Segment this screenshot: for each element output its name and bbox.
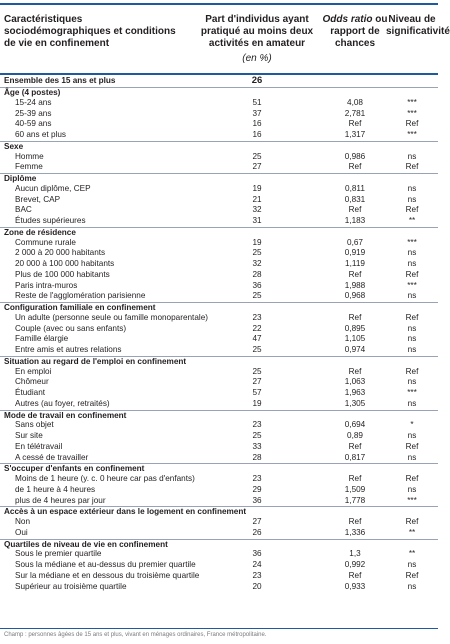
row-label: 25-39 ans xyxy=(15,108,52,118)
row-significance: ns xyxy=(407,581,417,591)
table-row xyxy=(0,281,438,292)
row-share-value: 23 xyxy=(252,420,262,430)
table-row xyxy=(0,130,438,141)
row-odds-ratio: Ref xyxy=(348,366,362,376)
row-significance: ns xyxy=(407,259,417,268)
row-odds-ratio: 1,305 xyxy=(344,398,366,408)
row-significance: ns xyxy=(407,484,417,494)
group-heading xyxy=(0,87,438,98)
row-significance: ns xyxy=(407,345,417,354)
row-significance: Ref xyxy=(405,441,419,451)
row-odds-ratio: 0,919 xyxy=(344,248,366,258)
row-label: Oui xyxy=(15,527,28,537)
row-share-value: 57 xyxy=(252,388,262,397)
row-odds-ratio: 0,89 xyxy=(347,431,363,440)
row-label: Plus de 100 000 habitants xyxy=(15,269,110,279)
table-footnote: Champ : personnes âgées de 15 ans et plus, vivant en ménages ordinaires, France métropolitaine. xyxy=(4,632,267,638)
row-label: Commune rurale xyxy=(15,237,76,247)
row-share-value: 24 xyxy=(252,560,262,569)
row-label: Sous le premier quartile xyxy=(15,549,102,559)
table-row xyxy=(0,313,438,324)
table-row xyxy=(0,195,438,206)
row-share-value: 29 xyxy=(252,484,262,494)
row-significance: *** xyxy=(407,108,417,118)
row-significance: Ref xyxy=(405,162,419,172)
row-odds-ratio: 1,988 xyxy=(344,280,366,290)
row-odds-ratio: 0,974 xyxy=(344,345,366,354)
table-row xyxy=(0,582,438,593)
group-title: Mode de travail en confinement xyxy=(4,410,127,420)
row-share-value: 23 xyxy=(252,474,262,483)
group-title: Zone de résidence xyxy=(4,227,76,237)
row-odds-ratio: 1,778 xyxy=(344,495,366,505)
row-share-value: 23 xyxy=(252,570,262,580)
group-heading xyxy=(0,506,438,517)
row-share-value: 33 xyxy=(252,441,262,451)
row-odds-ratio: 1,105 xyxy=(344,334,366,344)
row-label: A cessé de travailler xyxy=(15,452,89,462)
table-row xyxy=(0,517,438,528)
row-label: 20 000 à 100 000 habitants xyxy=(15,259,115,268)
row-share-value: 16 xyxy=(252,130,262,139)
row-significance: ns xyxy=(407,398,417,408)
row-label: Autres (au foyer, retraités) xyxy=(15,398,110,408)
row-significance: Ref xyxy=(405,474,419,483)
group-heading xyxy=(0,227,438,238)
row-label: BAC xyxy=(15,205,32,215)
table-row xyxy=(0,259,438,270)
header-characteristics: Caractéristiques sociodémographiques et conditions de vie en confinement xyxy=(4,14,176,49)
row-odds-ratio: Ref xyxy=(348,312,362,322)
table-body xyxy=(0,75,438,592)
row-share-value: 16 xyxy=(252,119,262,129)
table-row xyxy=(0,291,438,302)
row-significance: ns xyxy=(407,323,417,333)
row-label: Entre amis et autres relations xyxy=(15,345,122,354)
row-label: Étudiant xyxy=(15,388,46,397)
row-share-value: 25 xyxy=(252,345,262,354)
table-row xyxy=(0,453,438,464)
row-label: Homme xyxy=(15,151,44,161)
row-share-value: 26 xyxy=(252,527,262,537)
row-odds-ratio: 0,992 xyxy=(344,560,366,569)
row-significance: Ref xyxy=(405,119,419,129)
row-significance: ns xyxy=(407,194,417,204)
row-label: Moins de 1 heure (y. c. 0 heure car pas d'enfants) xyxy=(15,474,195,483)
row-label: Chômeur xyxy=(15,377,49,387)
row-significance: *** xyxy=(407,495,417,505)
table-row xyxy=(0,205,438,216)
header-share-unit: (en %) xyxy=(242,53,272,64)
row-significance: Ref xyxy=(405,205,419,215)
row-label: Paris intra-muros xyxy=(15,280,78,290)
table-row xyxy=(0,399,438,410)
row-odds-ratio: Ref xyxy=(348,269,362,279)
row-odds-ratio: 1,119 xyxy=(345,259,365,268)
group-title: Quartiles de niveau de vie en confinement xyxy=(4,539,168,549)
row-label: 40-59 ans xyxy=(15,119,52,129)
row-significance: ns xyxy=(407,183,417,193)
table-row xyxy=(0,474,438,485)
row-odds-ratio: 1,063 xyxy=(344,377,366,387)
row-odds-ratio: 1,509 xyxy=(344,484,366,494)
row-share-value: 27 xyxy=(252,377,262,387)
header-significance: Niveau de significativité xyxy=(386,14,450,37)
row-share-value: 36 xyxy=(252,549,262,559)
table-row xyxy=(0,248,438,259)
row-significance: ** xyxy=(408,549,416,559)
table-row xyxy=(0,152,438,163)
row-share-value: 47 xyxy=(252,334,262,344)
row-significance: *** xyxy=(407,388,417,397)
row-odds-ratio: 0,811 xyxy=(345,183,365,193)
row-label: Sous la médiane et au-dessus du premier quartile xyxy=(15,560,196,569)
row-significance: ns xyxy=(407,334,417,344)
group-heading xyxy=(0,141,438,152)
table-header xyxy=(0,0,450,73)
row-odds-ratio: 0,67 xyxy=(347,237,363,247)
table-row xyxy=(0,324,438,335)
row-share-value: 27 xyxy=(252,162,262,172)
group-heading xyxy=(0,173,438,184)
row-label: 2 000 à 20 000 habitants xyxy=(15,248,106,258)
table-row xyxy=(0,119,438,130)
row-label: Sur site xyxy=(15,431,43,440)
table-row xyxy=(0,184,438,195)
row-significance: Ref xyxy=(405,517,419,526)
row-label: 60 ans et plus xyxy=(15,130,66,139)
row-significance: ns xyxy=(407,431,417,440)
row-odds-ratio: 1,317 xyxy=(344,130,366,139)
table-row xyxy=(0,442,438,453)
row-significance: Ref xyxy=(405,269,419,279)
table-row xyxy=(0,377,438,388)
row-label: Brevet, CAP xyxy=(15,194,61,204)
group-title: Diplôme xyxy=(4,174,37,183)
header-share-label: Part d'individus ayant pratiqué au moins deux activités en amateur xyxy=(200,14,314,49)
row-odds-ratio: 4,08 xyxy=(347,97,363,107)
row-label: En emploi xyxy=(15,366,52,376)
group-title: S'occuper d'enfants en confinement xyxy=(4,464,145,474)
table-row xyxy=(0,98,438,109)
header-odds-rest: ou rapport de chances xyxy=(330,14,388,49)
table-row xyxy=(0,334,438,345)
row-odds-ratio: 0,817 xyxy=(344,452,366,462)
row-significance: *** xyxy=(407,280,417,290)
row-label: de 1 heure à 4 heures xyxy=(15,484,96,494)
row-significance: *** xyxy=(407,237,417,247)
row-share-value: 23 xyxy=(252,312,262,322)
table-row xyxy=(0,345,438,356)
row-odds-ratio: Ref xyxy=(348,205,362,215)
row-label: Aucun diplôme, CEP xyxy=(15,183,91,193)
row-share-value: 19 xyxy=(252,237,262,247)
row-label: Un adulte (personne seule ou famille monoparentale) xyxy=(15,312,208,322)
group-title: Sexe xyxy=(4,141,24,151)
table-row xyxy=(0,109,438,120)
row-share-value: 28 xyxy=(252,452,262,462)
row-share-value: 51 xyxy=(252,97,262,107)
group-heading xyxy=(0,302,438,313)
row-odds-ratio: 2,781 xyxy=(344,108,366,118)
header-odds-ratio xyxy=(322,14,388,50)
row-odds-ratio: 0,933 xyxy=(344,581,366,591)
row-share-value: 37 xyxy=(252,108,262,118)
row-share-value: 27 xyxy=(252,517,262,526)
bottom-rule xyxy=(0,628,438,629)
row-significance: ns xyxy=(407,151,417,161)
row-significance: ns xyxy=(407,452,417,462)
table-row xyxy=(0,560,438,571)
table-row xyxy=(0,238,438,249)
group-title: Accès à un espace extérieur dans le logement en confinement xyxy=(4,507,247,517)
total-value: 26 xyxy=(251,75,263,86)
row-significance: ns xyxy=(407,377,417,387)
row-significance: ns xyxy=(407,248,417,258)
row-share-value: 32 xyxy=(252,259,262,268)
group-title: Configuration familiale en confinement xyxy=(4,303,156,312)
row-label: Reste de l'agglomération parisienne xyxy=(15,291,146,301)
header-share xyxy=(200,14,314,65)
table-row xyxy=(0,420,438,431)
table-row xyxy=(0,216,438,227)
row-significance: * xyxy=(410,420,414,430)
row-odds-ratio: Ref xyxy=(348,162,362,172)
row-significance: ns xyxy=(407,560,417,569)
row-significance: *** xyxy=(407,130,417,139)
row-label: 15-24 ans xyxy=(15,97,52,107)
row-label: plus de 4 heures par jour xyxy=(15,495,106,505)
group-heading xyxy=(0,410,438,421)
row-share-value: 22 xyxy=(252,323,262,333)
row-odds-ratio: 1,336 xyxy=(344,527,366,537)
table-row xyxy=(0,431,438,442)
row-share-value: 36 xyxy=(252,495,262,505)
row-label: En télétravail xyxy=(15,441,63,451)
row-odds-ratio: Ref xyxy=(348,517,362,526)
row-share-value: 36 xyxy=(252,280,262,290)
row-label: Sur la médiane et en dessous du troisième quartile xyxy=(15,570,200,580)
row-odds-ratio: 0,968 xyxy=(344,291,366,301)
row-odds-ratio: Ref xyxy=(348,441,362,451)
group-title: Âge (4 postes) xyxy=(4,88,61,97)
total-label: Ensemble des 15 ans et plus xyxy=(4,76,116,85)
row-share-value: 25 xyxy=(252,151,262,161)
row-significance: ** xyxy=(408,527,416,537)
table-row xyxy=(0,496,438,507)
table-row xyxy=(0,571,438,582)
row-label: Non xyxy=(15,517,31,526)
row-odds-ratio: 1,3 xyxy=(349,549,361,559)
row-odds-ratio: 0,694 xyxy=(344,420,366,430)
row-significance: ns xyxy=(407,291,417,301)
group-heading xyxy=(0,356,438,367)
table-row xyxy=(0,388,438,399)
row-share-value: 19 xyxy=(252,398,262,408)
row-significance: ** xyxy=(408,216,416,225)
table-row xyxy=(0,270,438,281)
row-share-value: 25 xyxy=(252,366,262,376)
total-row xyxy=(0,75,438,87)
row-odds-ratio: 0,831 xyxy=(344,194,366,204)
row-label: Couple (avec ou sans enfants) xyxy=(15,323,127,333)
row-share-value: 31 xyxy=(252,216,262,225)
row-share-value: 25 xyxy=(252,431,262,440)
table-row xyxy=(0,485,438,496)
row-label: Supérieur au troisième quartile xyxy=(15,581,127,591)
row-share-value: 19 xyxy=(252,183,262,193)
group-title: Situation au regard de l'emploi en confinement xyxy=(4,356,187,366)
table-row xyxy=(0,528,438,539)
row-odds-ratio: Ref xyxy=(348,119,362,129)
table-row xyxy=(0,549,438,560)
row-significance: Ref xyxy=(405,366,419,376)
row-share-value: 20 xyxy=(252,581,262,591)
row-odds-ratio: 0,895 xyxy=(344,323,366,333)
row-share-value: 25 xyxy=(252,291,262,301)
row-odds-ratio: Ref xyxy=(348,570,362,580)
row-odds-ratio: 1,183 xyxy=(344,216,366,225)
row-label: Sans objet xyxy=(15,420,54,430)
row-label: Études supérieures xyxy=(15,216,86,225)
table-row xyxy=(0,162,438,173)
row-odds-ratio: 0,986 xyxy=(344,151,366,161)
row-share-value: 21 xyxy=(252,194,262,204)
table-row xyxy=(0,367,438,378)
group-heading xyxy=(0,463,438,474)
row-label: Famille élargie xyxy=(15,334,69,344)
row-share-value: 25 xyxy=(252,248,262,258)
header-odds-italic: Odds ratio xyxy=(322,14,373,25)
row-odds-ratio: Ref xyxy=(348,474,362,483)
group-heading xyxy=(0,539,438,550)
row-share-value: 32 xyxy=(252,205,262,215)
row-significance: Ref xyxy=(405,312,419,322)
row-significance: *** xyxy=(407,97,417,107)
row-share-value: 28 xyxy=(252,269,262,279)
row-significance: Ref xyxy=(405,570,419,580)
row-odds-ratio: 1,963 xyxy=(344,388,366,397)
row-label: Femme xyxy=(15,162,43,172)
